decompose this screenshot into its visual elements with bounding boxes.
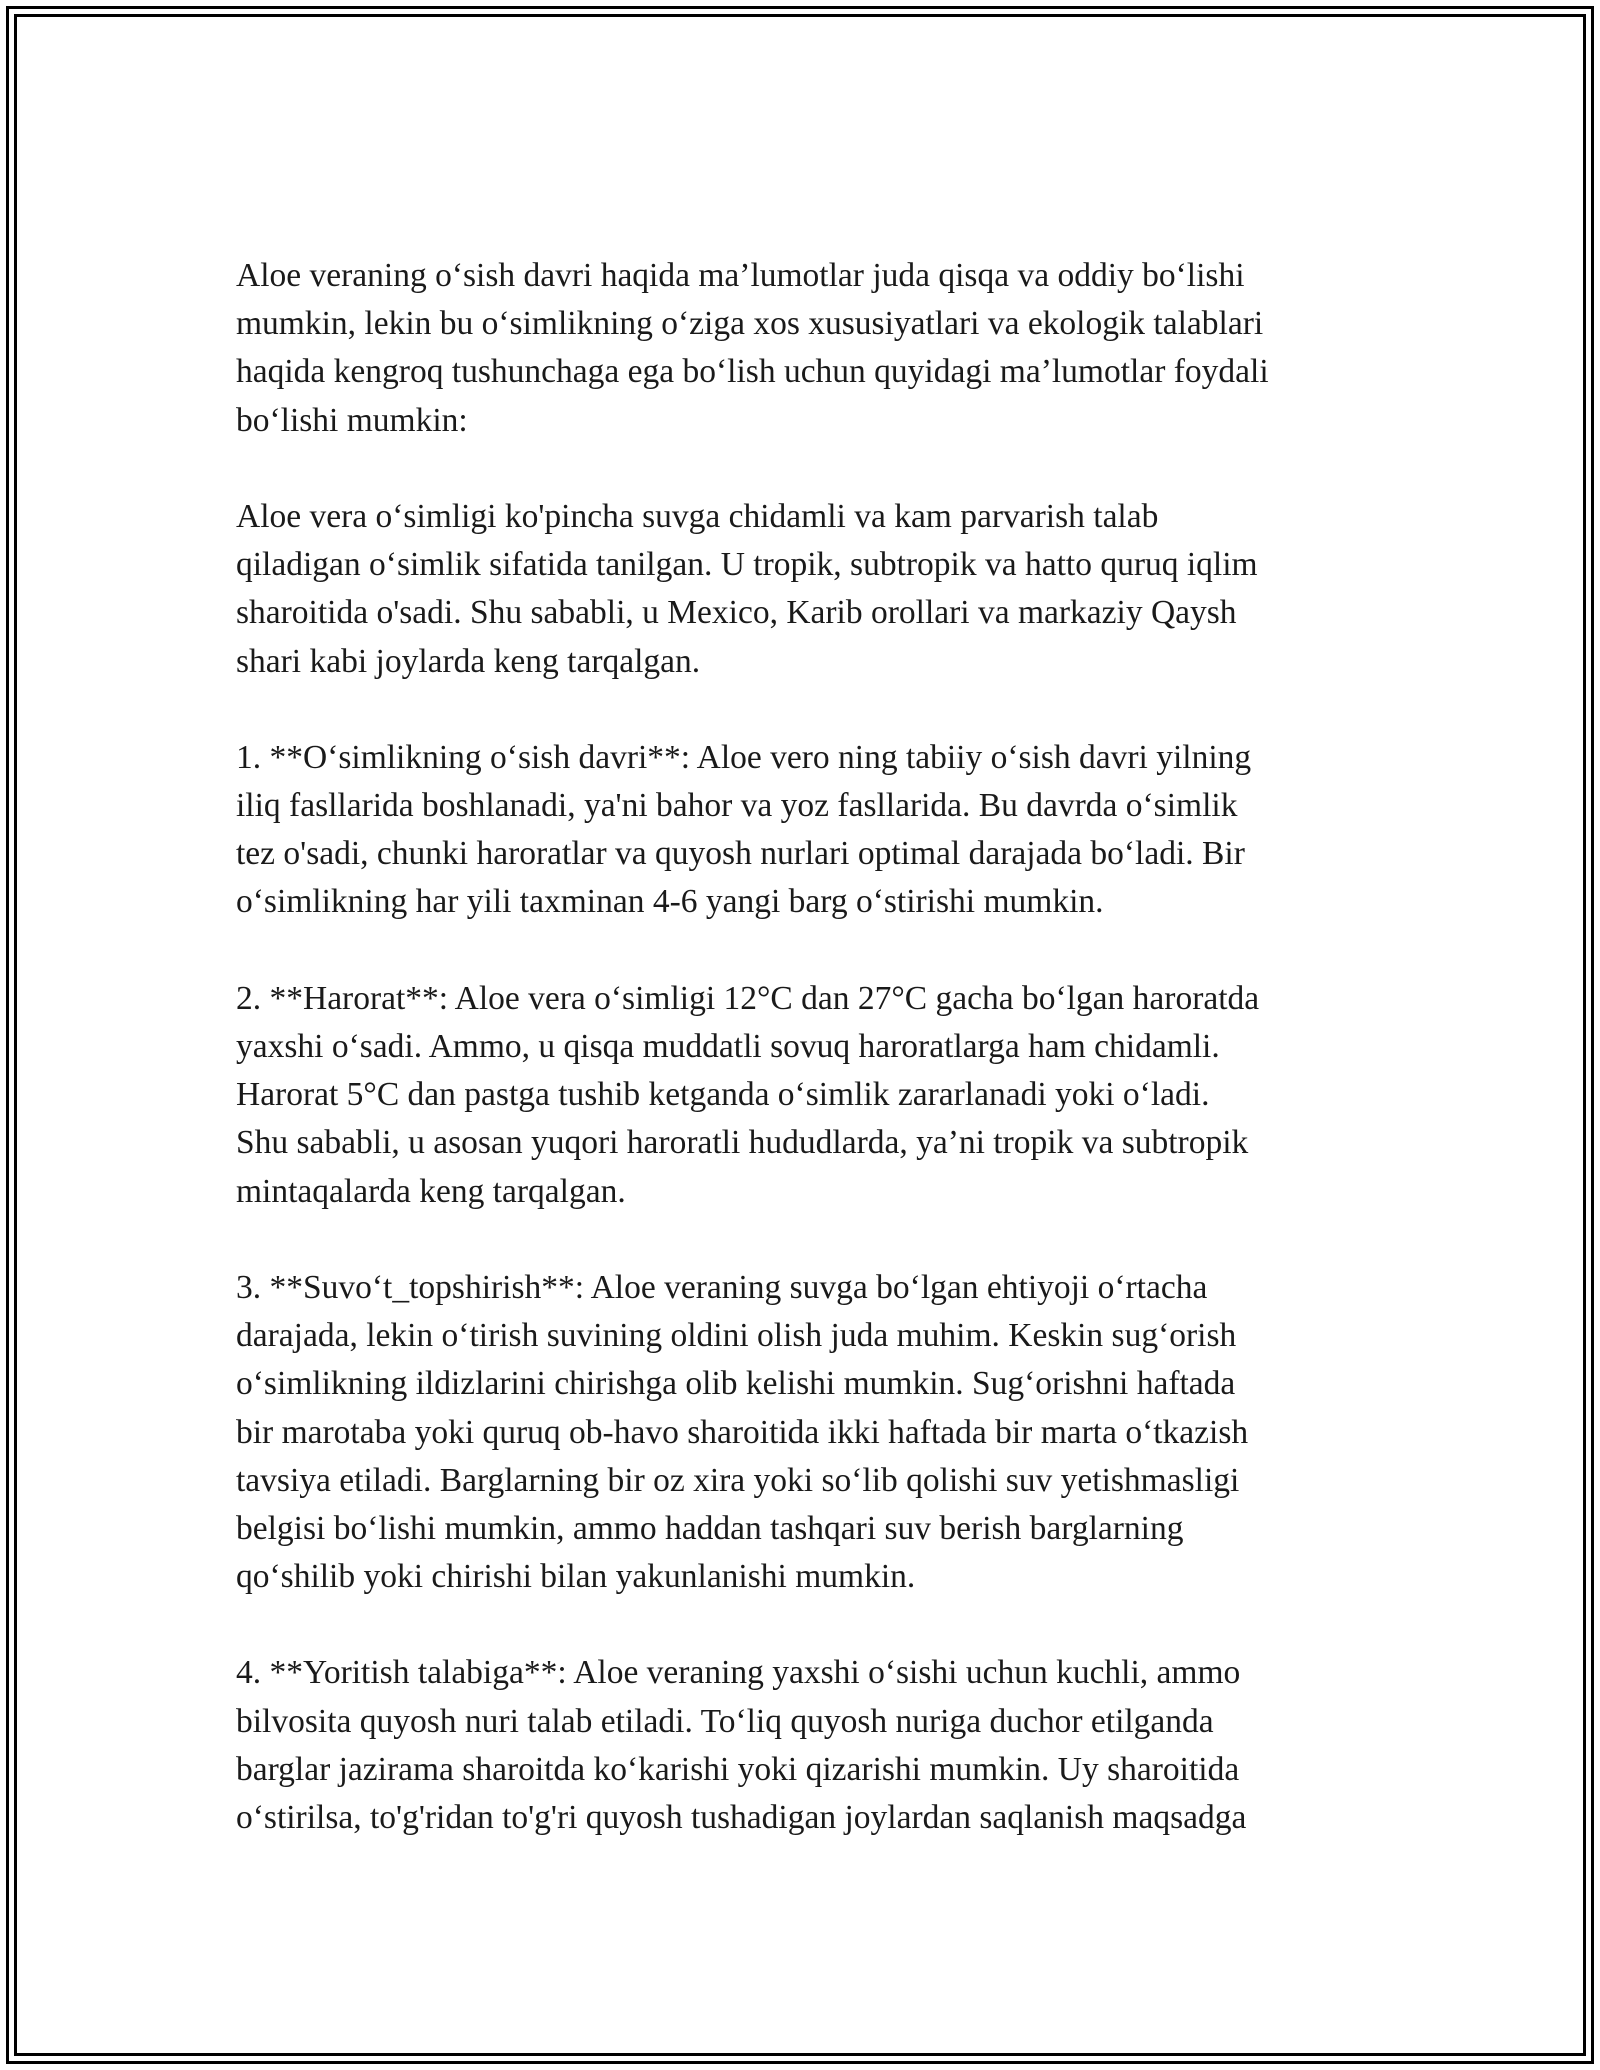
text-line: Aloe veraning o‘sish davri haqida ma’lumotlar juda qisqa va oddiy bo‘lishi	[236, 257, 1245, 294]
text-line: sharoitida o'sadi. Shu sababli, u Mexico, Karib orollari va markaziy Qaysh	[236, 594, 1237, 632]
text-line: 4. **Yoritish talabiga**: Aloe veraning yaxshi o‘sishi uchun kuchli, ammo	[236, 1654, 1241, 1692]
text-line: mintaqalarda keng tarqalgan.	[236, 1172, 626, 1210]
text-line: yaxshi o‘sadi. Ammo, u qisqa muddatli sovuq haroratlarga ham chidamli.	[236, 1028, 1220, 1065]
text-line: Aloe vera o‘simligi ko'pincha suvga chidamli va kam parvarish talab	[236, 497, 1159, 535]
text-line: bir marotaba yoki quruq ob-havo sharoitida ikki haftada bir marta o‘tkazish	[236, 1413, 1249, 1451]
text-line: o‘simlikning har yili taxminan 4-6 yangi barg o‘stirishi mumkin.	[236, 883, 1104, 921]
text-line: 2. **Harorat**: Aloe vera o‘simligi 12°C dan 27°C gacha bo‘lgan haroratda	[236, 979, 1260, 1017]
paragraph-habitat	[236, 493, 1386, 686]
paragraph-growth-period	[236, 734, 1386, 927]
text-line: iliq fasllarida boshlanadi, ya'ni bahor va yoz fasllarida. Bu davrda o‘simlik	[236, 787, 1238, 825]
text-line: mumkin, lekin bu o‘simlikning o‘ziga xos xususiyatlari va ekologik talablari	[236, 305, 1264, 343]
text-line: tavsiya etiladi. Barglarning bir oz xira yoki so‘lib qolishi suv yetishmasligi	[236, 1461, 1240, 1499]
text-line: tez o'sadi, chunki haroratlar va quyosh nurlari optimal darajada bo‘ladi. Bir	[236, 835, 1245, 873]
text-line: qo‘shilib yoki chirishi bilan yakunlanishi mumkin.	[236, 1558, 916, 1596]
text-line: Shu sababli, u asosan yuqori haroratli hududlarda, ya’ni tropik va subtropik	[236, 1124, 1249, 1162]
text-line: Harorat 5°C dan pastga tushib ketganda o‘simlik zararlanadi yoki o‘ladi.	[236, 1076, 1210, 1114]
text-line: o‘simlikning ildizlarini chirishga olib kelishi mumkin. Sug‘orishni haftada	[236, 1365, 1236, 1403]
text-line: 1. **O‘simlikning o‘sish davri**: Aloe vero ning tabiiy o‘sish davri yilning	[236, 738, 1252, 776]
text-line: o‘stirilsa, to'g'ridan to'g'ri quyosh tushadigan joylardan saqlanish maqsadga	[236, 1799, 1247, 1836]
text-line: darajada, lekin o‘tirish suvining oldini olish juda muhim. Keskin sug‘orish	[236, 1317, 1237, 1355]
text-line: qiladigan o‘simlik sifatida tanilgan. U tropik, subtropik va hatto quruq iqlim	[236, 546, 1258, 584]
paragraph-lighting	[236, 1649, 1386, 1842]
document-body	[236, 252, 1386, 1890]
text-line: shari kabi joylarda keng tarqalgan.	[236, 642, 701, 680]
text-line: barglar jazirama sharoitda ko‘karishi yoki qizarishi mumkin. Uy sharoitida	[236, 1750, 1240, 1788]
text-line: bo‘lishi mumkin:	[236, 401, 468, 439]
text-line: haqida kengroq tushunchaga ega bo‘lish uchun quyidagi ma’lumotlar foydali	[236, 353, 1269, 391]
paragraph-temperature	[236, 975, 1386, 1216]
paragraph-watering	[236, 1264, 1386, 1601]
text-line: bilvosita quyosh nuri talab etiladi. To‘liq quyosh nuriga duchor etilganda	[236, 1702, 1214, 1740]
text-line: belgisi bo‘lishi mumkin, ammo haddan tashqari suv berish barglarning	[236, 1509, 1184, 1547]
paragraph-intro	[236, 252, 1386, 445]
text-line: 3. **Suvo‘t_topshirish**: Aloe veraning suvga bo‘lgan ehtiyoji o‘rtacha	[236, 1268, 1208, 1306]
